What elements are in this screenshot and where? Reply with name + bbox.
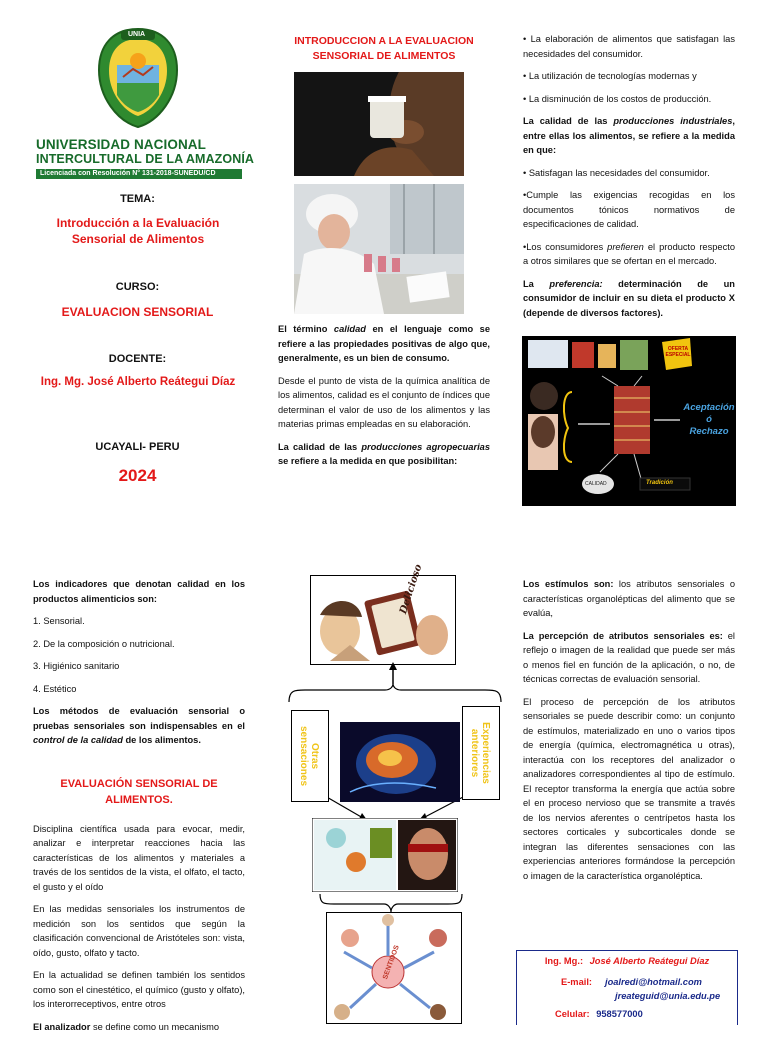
place: UCAYALI- PERU <box>95 441 180 453</box>
experiencias-label: Experiencias anteriores <box>469 722 491 784</box>
indicators-intro: Los indicadores que denotan calidad en los productos alimenticios son: <box>33 579 245 604</box>
indicator-item-1: 1. Sensorial. <box>33 616 85 626</box>
bottom-brace <box>318 892 464 914</box>
preference-diagram <box>522 336 736 506</box>
tema-value: Introducción a la Evaluación Sensorial de Alimentos <box>56 216 220 246</box>
bullet-2: • La utilización de tecnologías modernas y <box>523 71 697 81</box>
intro-paragraph-1: El término calidad en el lenguaje como se refiere a las propiedades positivas de algo que, generalmente, es un bien de consumo. <box>278 324 491 363</box>
intro-title: INTRODUCCION A LA EVALUACION SENSORIAL DE ALIMENTOS <box>294 35 474 62</box>
bullet-5: •Cumple las exigencias recogidas en los documentos tónicos normativos de especificaciones de calidad. <box>523 190 735 229</box>
preference-paragraph: La preferencia: determinación de un consumidor de incluir en su dieta el producto X (depende de diversos factores). <box>523 278 735 318</box>
bullet-4: • Satisfagan las necesidades del consumidor. <box>523 167 710 178</box>
indicator-item-2: 2. De la composición o nutricional. <box>33 638 175 649</box>
stimuli-paragraph: Los estímulos son: los atributos sensoriales o características organolépticas del alimento que se evalúa, <box>523 579 735 618</box>
year: 2024 <box>118 466 157 485</box>
senses-figure <box>326 912 462 1024</box>
methods-paragraph: Los métodos de evaluación sensorial o pruebas sensoriales son indispensables en el control de la calidad de los alimentos. <box>33 706 245 745</box>
sensory-paragraph-2: En las medidas sensoriales los instrumentos de medición son los sentidos que según la clasificación convencional de Aristóteles son: vista, oído, gusto, olfato y tacto. <box>33 904 245 958</box>
brain-image <box>340 722 460 802</box>
perception-paragraph: La percepción de atributos sensoriales es: el reflejo o imagen de la realidad que puede ser más o menos fiel en función de la aplicación, o no, de técnicas correctas de evaluación sensorial. <box>523 630 735 684</box>
industrial-quality-paragraph: La calidad de las producciones industriales, entre ellas los alimentos, se refiere a la medida en que: <box>523 116 735 155</box>
process-paragraph: El proceso de percepción de los atributos sensoriales se puede describir como: un conjunto de estímulos, materializado en uno o varios tipos de energía (química, electromagnética u otras), interactúa con los receptores del analizador o analizadores correspondientes al tipo de estímulo. El receptor transforma la energía que actúa sobre el en proceso nervioso que se transmite a través de los nervios aferentes o centrípetos hasta los sectores corticales y subcorticales donde se integran las diferentes sensaciones con las experiencias anteriores formándose la percepción o imagen de la característica organoléptica. <box>523 696 735 881</box>
tradicion-label: Tradición <box>646 480 673 486</box>
email-link-2[interactable]: jreateguid@unia.edu.pe <box>615 991 721 1001</box>
curso-label: CURSO: <box>115 281 160 293</box>
contact-emails <box>605 975 720 1003</box>
cover-panel <box>30 25 255 505</box>
curso-value: EVALUACION SENSORIAL <box>61 305 214 319</box>
sensory-paragraph-1: Disciplina científica usada para evocar, medir, analizar e interpretar reacciones hacia las características de los alimentos y materiales a través de los sentidos de la vista, el olfato, el tacto, el gusto y el oído <box>33 823 245 892</box>
university-seal-logo <box>93 25 183 130</box>
acceptance-label: Aceptación ó Rechazo <box>683 402 735 437</box>
university-name <box>36 137 255 179</box>
university-name-line2: INTERCULTURAL DE LA AMAZONÍA <box>36 152 255 166</box>
bottom-right-text <box>523 577 735 891</box>
intro-paragraph-3: La calidad de las producciones agropecuarias se refiere a la medida en que posibilitan: <box>278 441 490 466</box>
otras-sensaciones-label: Otras sensaciones <box>298 725 320 787</box>
docente-value: Ing. Mg. José Alberto Reátegui Díaz <box>40 376 236 388</box>
bullet-3: • La disminución de los costos de producción. <box>523 93 712 104</box>
bullet-1: • La elaboración de alimentos que satisfagan las necesidades del consumidor. <box>523 34 735 59</box>
indicator-item-4: 4. Estético <box>33 683 77 694</box>
contact-name-row: Ing. Mg.: José Alberto Reátegui Díaz <box>544 956 710 966</box>
phone-number[interactable]: 958577000 <box>596 1009 643 1019</box>
intro-paragraph-2: Desde el punto de vista de la química analítica de los alimentos, calidad es el conjunto de índices que determinan el valor de uso de los alimentos y las materias primas empleadas en su elaboración. <box>278 375 490 429</box>
university-name-line1: UNIVERSIDAD NACIONAL <box>36 137 207 152</box>
sentidos-label: SENTIDOS <box>382 944 401 981</box>
right-top-text <box>523 32 735 328</box>
oferta-especial-label: OFERTA ESPECIAL <box>665 346 691 358</box>
docente-label: DOCENTE: <box>108 353 167 365</box>
photo-lab-technician <box>294 184 464 314</box>
bottom-left-text <box>33 577 245 1042</box>
license-band: Licenciada con Resolución N° 131-2018-SUNEDU/CD <box>36 169 242 179</box>
section-title-sensory: EVALUACIÓN SENSORIAL DE ALIMENTOS. <box>60 777 218 806</box>
photo-smelling-sample <box>294 72 464 176</box>
sensory-paragraph-4: El analizador se define como un mecanismo <box>33 1021 220 1032</box>
sensory-paragraph-3: En la actualidad se definen también los sentidos como son el cinestético, el químico (gusto y olfato), los interorreceptivos, entre otros <box>33 970 245 1009</box>
contact-phone-row: Celular: 958577000 <box>555 1009 643 1019</box>
email-link-1[interactable]: joalredi@hotmail.com <box>605 977 702 987</box>
calidad-label: CALIDAD <box>585 481 607 487</box>
bullet-6: •Los consumidores prefieren el producto respecto a otros similares que se ofertan en el mercado. <box>523 241 735 266</box>
stimuli-collage <box>312 818 458 892</box>
delicioso-illustration <box>310 575 456 665</box>
indicator-item-3: 3. Higiénico sanitario <box>33 661 120 671</box>
delicioso-label: Delicioso <box>398 563 425 616</box>
seal-lettering: UNIA <box>128 31 146 38</box>
contact-box <box>516 950 738 1025</box>
intro-text <box>278 322 490 477</box>
contact-email-row: E-mail: <box>561 977 592 987</box>
tema-label: TEMA: <box>120 193 155 205</box>
